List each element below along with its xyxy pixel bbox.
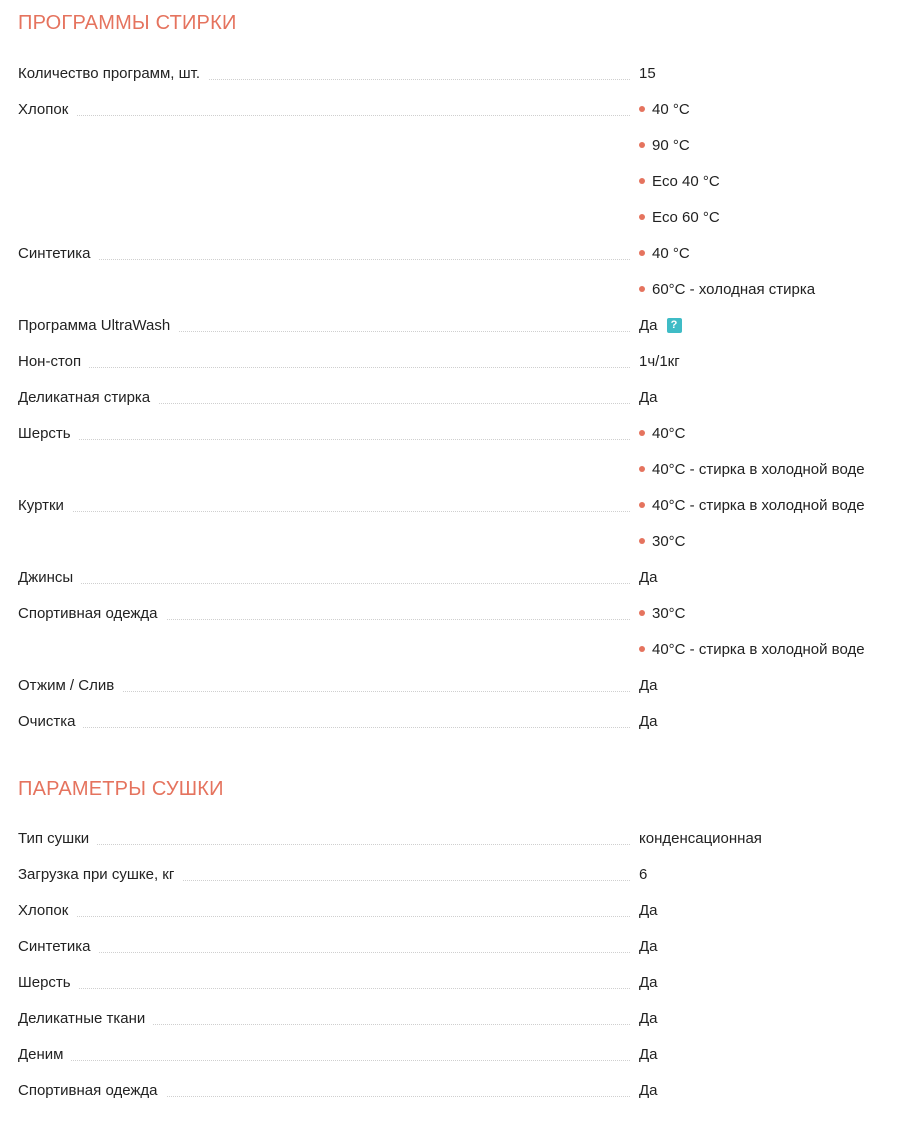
spec-row — [0, 902, 906, 938]
bullet-dot-icon — [639, 250, 645, 256]
spec-value — [639, 461, 865, 479]
spec-value — [639, 497, 865, 515]
spec-value — [639, 65, 656, 83]
spec-value-text: 30°C — [652, 533, 686, 550]
spec-value — [639, 974, 658, 992]
spec-value-text: 40 °C — [652, 101, 690, 118]
spec-value-text: 90 °C — [652, 137, 690, 154]
spec-row — [0, 677, 906, 713]
dotted-leader — [18, 988, 630, 989]
spec-value — [639, 605, 686, 623]
spec-value-text: Да — [639, 1046, 658, 1063]
spec-value — [639, 713, 658, 731]
spec-value — [639, 533, 686, 551]
spec-value — [639, 902, 658, 920]
bullet-dot-icon — [639, 430, 645, 436]
spec-label: Деликатная стирка — [18, 389, 158, 407]
spec-row — [0, 974, 906, 1010]
spec-value — [639, 317, 682, 335]
spec-value-text: Да — [639, 389, 658, 406]
spec-label: Спортивная одежда — [18, 1082, 166, 1100]
spec-value-text: Eco 40 °C — [652, 173, 720, 190]
dotted-leader — [18, 1060, 630, 1061]
spec-label: Тип сушки — [18, 830, 97, 848]
help-question-icon[interactable]: ? — [667, 318, 682, 333]
spec-value-text: Да — [639, 902, 658, 919]
spec-value-text: 60°C - холодная стирка — [652, 281, 816, 298]
spec-value — [639, 137, 690, 155]
spec-label: Шерсть — [18, 425, 79, 443]
spec-value-text: Да — [639, 317, 658, 334]
spec-value — [639, 101, 690, 119]
dotted-leader — [18, 259, 630, 260]
spec-row — [0, 65, 906, 101]
spec-label: Очистка — [18, 713, 83, 731]
spec-value-text: Да — [639, 677, 658, 694]
spec-value — [639, 569, 658, 587]
spec-label: Спортивная одежда — [18, 605, 166, 623]
dotted-leader — [18, 844, 630, 845]
spec-value — [639, 1010, 658, 1028]
spec-label: Деликатные ткани — [18, 1010, 153, 1028]
spec-value-text: Да — [639, 974, 658, 991]
dotted-leader — [18, 916, 630, 917]
dotted-leader — [18, 583, 630, 584]
dotted-leader — [18, 115, 630, 116]
spec-row — [0, 569, 906, 605]
spec-row — [0, 317, 906, 353]
spec-value — [639, 677, 658, 695]
spec-label: Нон-стоп — [18, 353, 89, 371]
spec-row — [0, 389, 906, 425]
spec-value-text: Да — [639, 569, 658, 586]
bullet-dot-icon — [639, 646, 645, 652]
spec-row — [0, 1010, 906, 1046]
spec-row — [0, 866, 906, 902]
spec-value — [639, 1082, 658, 1100]
dotted-leader — [18, 511, 630, 512]
wash-section-title: ПРОГРАММЫ СТИРКИ — [18, 12, 237, 34]
spec-value-text: Да — [639, 713, 658, 730]
bullet-dot-icon — [639, 610, 645, 616]
spec-label: Шерсть — [18, 974, 79, 992]
spec-value — [639, 641, 865, 659]
bullet-dot-icon — [639, 178, 645, 184]
dotted-leader — [18, 727, 630, 728]
spec-value-text: 40°C — [652, 425, 686, 442]
bullet-dot-icon — [639, 538, 645, 544]
spec-label: Синтетика — [18, 245, 99, 263]
bullet-dot-icon — [639, 286, 645, 292]
spec-value — [639, 353, 680, 371]
spec-label: Синтетика — [18, 938, 99, 956]
spec-value — [639, 245, 690, 263]
spec-row — [0, 425, 906, 497]
spec-value-text: Да — [639, 938, 658, 955]
bullet-dot-icon — [639, 502, 645, 508]
bullet-dot-icon — [639, 466, 645, 472]
spec-label: Количество программ, шт. — [18, 65, 208, 83]
spec-value-text: 40°C - стирка в холодной воде — [652, 461, 865, 478]
spec-label: Загрузка при сушке, кг — [18, 866, 182, 884]
spec-row — [0, 830, 906, 866]
spec-value-text: Eco 60 °C — [652, 209, 720, 226]
spec-value-text: конденсационная — [639, 830, 762, 847]
spec-value-text: 6 — [639, 866, 648, 883]
spec-value-text: 15 — [639, 65, 656, 82]
bullet-dot-icon — [639, 106, 645, 112]
spec-row — [0, 497, 906, 569]
spec-value — [639, 938, 658, 956]
dotted-leader — [18, 952, 630, 953]
spec-label: Программа UltraWash — [18, 317, 178, 335]
dry-section-title: ПАРАМЕТРЫ СУШКИ — [18, 778, 224, 800]
spec-value — [639, 281, 815, 299]
spec-value — [639, 1046, 658, 1064]
spec-row — [0, 353, 906, 389]
spec-label: Отжим / Слив — [18, 677, 122, 695]
spec-value-text: 30°C — [652, 605, 686, 622]
spec-value — [639, 209, 720, 227]
spec-row — [0, 1046, 906, 1082]
spec-value — [639, 173, 720, 191]
spec-value-text: 40 °C — [652, 245, 690, 262]
spec-value — [639, 830, 762, 848]
spec-label: Хлопок — [18, 101, 76, 119]
spec-row — [0, 605, 906, 677]
spec-value-text: Да — [639, 1082, 658, 1099]
spec-label: Хлопок — [18, 902, 76, 920]
spec-value — [639, 389, 658, 407]
spec-row — [0, 713, 906, 749]
spec-row — [0, 1082, 906, 1118]
dotted-leader — [18, 367, 630, 368]
spec-value-text: 1ч/1кг — [639, 353, 680, 370]
spec-label: Куртки — [18, 497, 72, 515]
spec-row — [0, 938, 906, 974]
dotted-leader — [18, 439, 630, 440]
bullet-dot-icon — [639, 142, 645, 148]
spec-value-text: Да — [639, 1010, 658, 1027]
spec-value — [639, 866, 647, 884]
bullet-dot-icon — [639, 214, 645, 220]
spec-value — [639, 425, 686, 443]
spec-value-text: 40°C - стирка в холодной воде — [652, 497, 865, 514]
spec-label: Джинсы — [18, 569, 81, 587]
spec-value-text: 40°C - стирка в холодной воде — [652, 641, 865, 658]
spec-row — [0, 101, 906, 245]
spec-label: Деним — [18, 1046, 71, 1064]
spec-row — [0, 245, 906, 317]
